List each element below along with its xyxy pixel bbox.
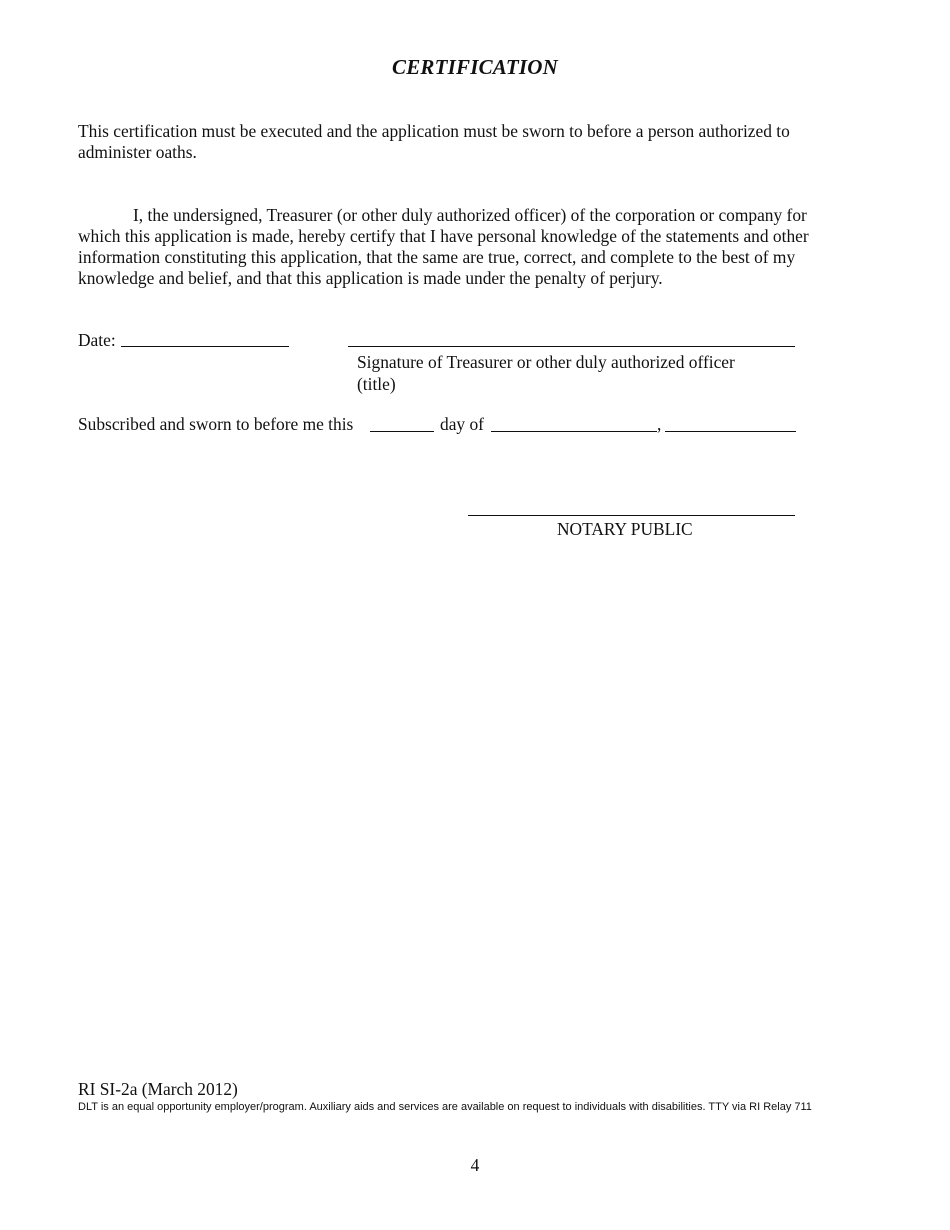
notary-signature-line[interactable] [468,515,795,516]
year-field-line[interactable] [665,431,796,432]
month-field-line[interactable] [491,431,657,432]
date-label: Date: [78,330,116,350]
page-number: 4 [470,1155,480,1175]
intro-paragraph: This certification must be executed and the application must be sworn to before a person authorized to administer oaths. [78,121,790,162]
day-field-line[interactable] [370,431,434,432]
certification-statement: I, the undersigned, Treasurer (or other duly authorized officer) of the corporation or company for which this application is made, hereby certify that I have personal knowledge of the statements and other information constituting this application, that the same are true, correct, and complete to the best of my knowledge and belief, and that this application is made under the penalty of perjury. [78,205,809,288]
form-id: RI SI-2a (March 2012) [78,1079,238,1099]
equal-opportunity-notice: DLT is an equal opportunity employer/program. Auxiliary aids and services are available on request to individuals with disabilities. TTY via RI Relay 711 [78,1101,812,1113]
signature-line[interactable] [348,346,795,347]
signature-caption: Signature of Treasurer or other duly authorized officer [357,352,735,372]
day-of-label: day of [440,414,484,434]
sworn-prefix: Subscribed and sworn to before me this [78,414,354,434]
notary-public-label: NOTARY PUBLIC [557,519,693,539]
date-field-line[interactable] [121,346,289,347]
page-title: CERTIFICATION [392,55,558,79]
signature-title-caption: (title) [357,374,396,394]
comma-separator: , [657,414,662,434]
